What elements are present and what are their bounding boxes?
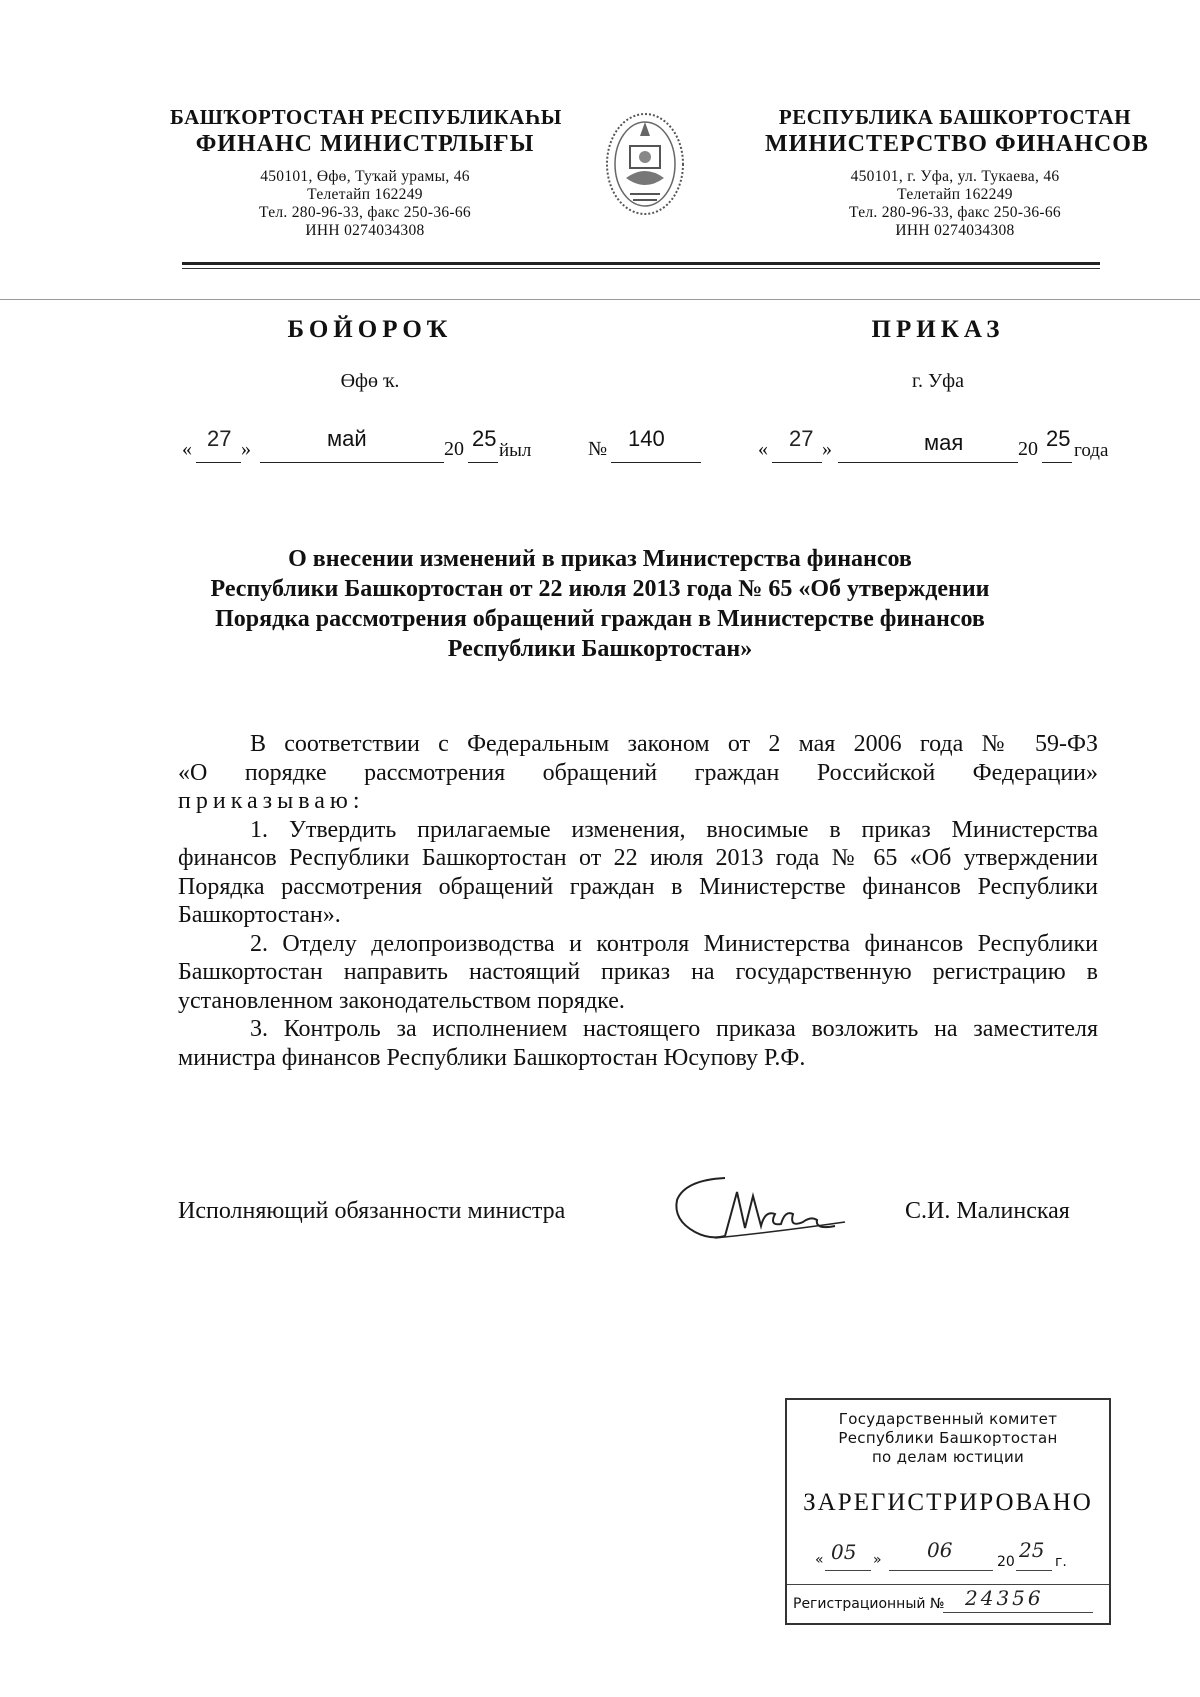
header-left-address: 450101, Өфө, Туҡай урамы, 46 bbox=[260, 168, 470, 185]
header-right bbox=[765, 104, 1149, 240]
signature-name: С.И. Малинская bbox=[905, 1198, 1070, 1224]
header-left-teletype: Телетайп 162249 bbox=[307, 186, 423, 203]
stamp-org-line3: по делам юстиции bbox=[871, 1448, 1025, 1466]
header-rule-thin bbox=[182, 268, 1100, 269]
header-right-teletype: Телетайп 162249 bbox=[897, 186, 1013, 203]
right-open-quote: « bbox=[758, 438, 768, 460]
header-right-inn: ИНН 0274034308 bbox=[895, 222, 1015, 239]
left-year-value: 25 bbox=[472, 426, 497, 451]
body-item-3: 3. Контроль за исполнением настоящего приказа возложить на заместителя министра финансов Республики Башкортостан Юсупову Р.Ф. bbox=[178, 1016, 1098, 1071]
right-year-underline bbox=[1042, 462, 1072, 463]
body-intro-line1: В соответствии с Федеральным законом от 2 мая 2006 года № 59-ФЗ bbox=[250, 731, 1098, 757]
left-close-quote: » bbox=[241, 438, 251, 460]
right-year-prefix: 20 bbox=[1018, 438, 1038, 460]
doc-kind-right: ПРИКАЗ bbox=[871, 316, 1005, 343]
header-right-address: 450101, г. Уфа, ул. Тукаева, 46 bbox=[850, 168, 1060, 185]
header-left bbox=[170, 104, 560, 240]
stamp-org-line2: Республики Башкортостан bbox=[838, 1429, 1058, 1447]
header-left-inn: ИНН 0274034308 bbox=[305, 222, 425, 239]
title-line4: Республики Башкортостан» bbox=[447, 636, 753, 662]
right-year-value: 25 bbox=[1046, 426, 1071, 451]
registration-stamp bbox=[785, 1398, 1111, 1625]
stamp-year-underline bbox=[1016, 1570, 1052, 1571]
stamp-close-quote: » bbox=[873, 1552, 882, 1568]
right-day-value: 27 bbox=[789, 426, 814, 451]
left-day-value: 27 bbox=[207, 426, 232, 451]
stamp-month-value: 06 bbox=[927, 1538, 953, 1562]
stamp-divider bbox=[787, 1584, 1109, 1585]
document-title bbox=[150, 544, 1050, 664]
stamp-day-underline bbox=[825, 1570, 871, 1571]
stamp-reg-underline bbox=[943, 1612, 1093, 1613]
left-month-value: май bbox=[327, 426, 367, 451]
stamp-year-prefix: 20 bbox=[997, 1554, 1015, 1570]
scan-fold-line bbox=[0, 299, 1200, 300]
stamp-org bbox=[787, 1410, 1109, 1467]
body-order-word: приказываю: bbox=[178, 788, 365, 814]
title-line3: Порядка рассмотрения обращений граждан в Министерстве финансов bbox=[215, 606, 985, 632]
header-right-phone: Тел. 280-96-33, факс 250-36-66 bbox=[849, 204, 1061, 221]
stamp-open-quote: « bbox=[815, 1552, 824, 1568]
header-right-line1: РЕСПУБЛИКА БАШКОРТОСТАН bbox=[778, 105, 1132, 129]
right-month-underline bbox=[838, 462, 1018, 463]
left-day-underline bbox=[196, 462, 241, 463]
body-intro-line2: «О порядке рассмотрения обращений граждан Российской Федерации» bbox=[178, 759, 1098, 786]
left-month-underline bbox=[260, 462, 444, 463]
stamp-status: ЗАРЕГИСТРИРОВАНО bbox=[803, 1489, 1093, 1516]
document-body bbox=[178, 730, 1098, 1072]
left-open-quote: « bbox=[182, 438, 192, 460]
left-year-suffix: йыл bbox=[499, 440, 532, 461]
body-item-2: 2. Отделу делопроизводства и контроля Министерства финансов Республики Башкортостан направить настоящий приказ на государственную регистрацию в установленном законодательством порядке. bbox=[178, 930, 1098, 1014]
stamp-year-value: 25 bbox=[1019, 1538, 1045, 1562]
stamp-reg-number: 24356 bbox=[965, 1586, 1044, 1610]
right-year-suffix: года bbox=[1074, 440, 1109, 461]
header-right-line2: МИНИСТЕРСТВО ФИНАНСОВ bbox=[765, 131, 1149, 157]
order-number-value: 140 bbox=[628, 426, 665, 451]
handwritten-signature bbox=[665, 1170, 865, 1250]
stamp-org-line1: Государственный комитет bbox=[838, 1410, 1058, 1428]
stamp-month-underline bbox=[889, 1570, 993, 1571]
place-left: Өфө ҡ. bbox=[340, 370, 400, 392]
left-year-underline bbox=[468, 462, 498, 463]
order-number-underline bbox=[611, 462, 701, 463]
coat-of-arms-emblem bbox=[600, 106, 690, 226]
header-left-line2: ФИНАНС МИНИСТРЛЫҒЫ bbox=[195, 131, 535, 157]
number-label: № bbox=[588, 438, 608, 460]
signature-position: Исполняющий обязанности министра bbox=[178, 1198, 566, 1224]
doc-kind-left: БОЙОРОҠ bbox=[287, 316, 453, 343]
title-line1: О внесении изменений в приказ Министерства финансов bbox=[288, 546, 912, 572]
title-line2: Республики Башкортостан от 22 июля 2013 года № 65 «Об утверждении bbox=[210, 576, 990, 602]
stamp-reg-label: Регистрационный № bbox=[793, 1596, 945, 1612]
right-close-quote: » bbox=[822, 438, 832, 460]
place-right: г. Уфа bbox=[912, 370, 964, 392]
header-left-line1: БАШҠОРТОСТАН РЕСПУБЛИКАҺЫ bbox=[170, 105, 562, 129]
header-rule-thick bbox=[182, 262, 1100, 265]
header-left-phone: Тел. 280-96-33, факс 250-36-66 bbox=[259, 204, 471, 221]
body-item-1: 1. Утвердить прилагаемые изменения, вносимые в приказ Министерства финансов Республики Башкортостан от 22 июля 2013 года № 65 «Об утверждении Порядка рассмотрения обращений граждан в Министерстве финансов Республики Башкортостан». bbox=[178, 816, 1098, 928]
stamp-year-suffix: г. bbox=[1055, 1554, 1067, 1570]
right-day-underline bbox=[772, 462, 822, 463]
left-year-prefix: 20 bbox=[444, 438, 464, 460]
stamp-day-value: 05 bbox=[831, 1540, 857, 1564]
right-month-value: мая bbox=[924, 430, 964, 455]
